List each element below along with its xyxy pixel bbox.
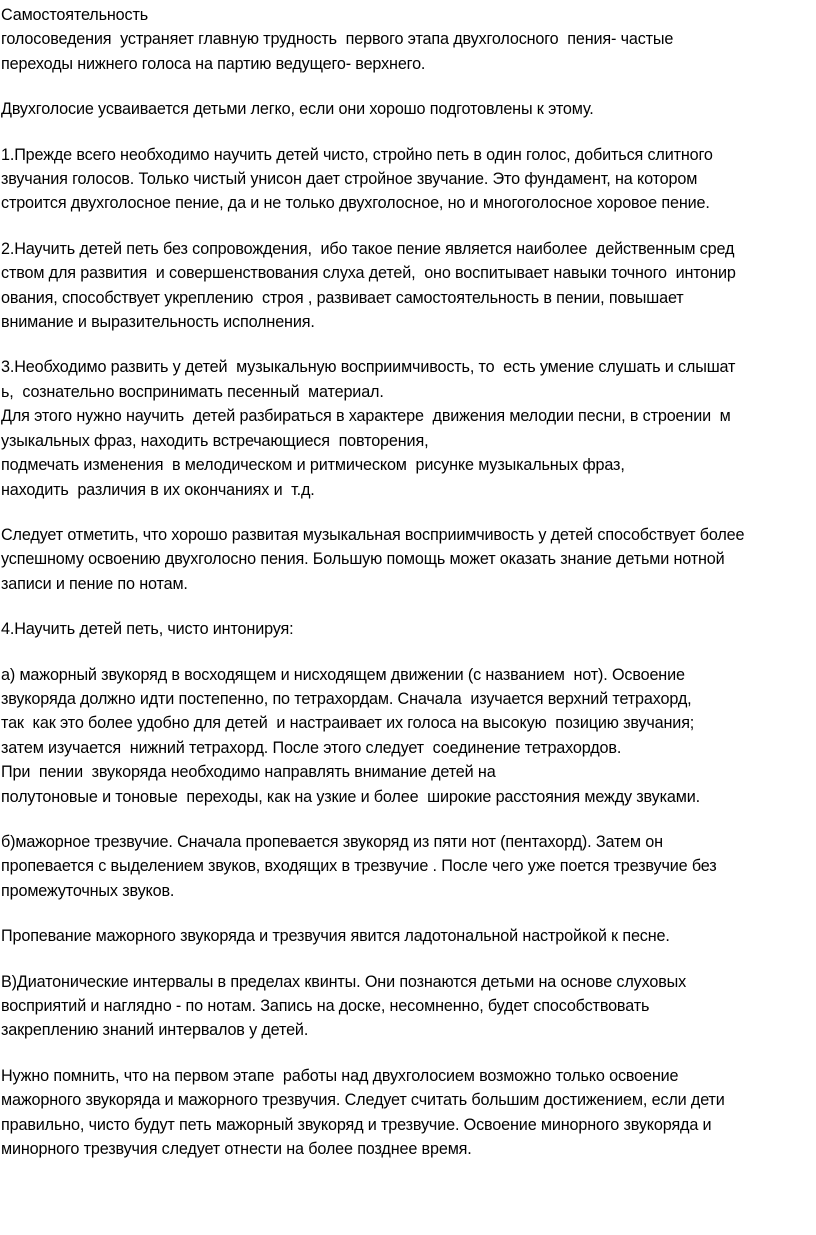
text-line: находить различия в их окончаниях и т.д. [1, 480, 315, 499]
text-line: внимание и выразительность исполнения. [1, 313, 315, 332]
text-line: звукоряда должно идти постепенно, по тетрахордам. Сначала изучается верхний тетрахорд, [1, 689, 692, 708]
text-line: строится двухголосное пение, да и не только двухголосное, но и многоголосное хоровое пение. [1, 194, 710, 213]
text-line: переходы нижнего голоса на партию ведущего- верхнего. [1, 54, 426, 73]
text-line: так как это более удобно для детей и настраивает их голоса на высокую позицию звучания; [1, 714, 695, 733]
text-line: узыкальных фраз, находить встречающиеся повторения, [1, 431, 429, 450]
text-line: правильно, чисто будут петь мажорный звукоряд и трезвучие. Освоение минорного звукоряда и [1, 1115, 712, 1134]
paragraph-two-voice [1, 97, 812, 121]
paragraph-conclusion [1, 1064, 812, 1162]
paragraph-point-1 [1, 143, 812, 216]
text-line: успешному освоению двухголосно пения. Большую помощь может оказать знание детьми нотной [1, 550, 725, 569]
text-line: закреплению знаний интервалов у детей. [1, 1021, 309, 1040]
text-line: 4.Научить детей петь, чисто интонируя: [1, 620, 294, 639]
text-line: а) мажорный звукоряд в восходящем и нисходящем движении (с названием нот). Освоение [1, 665, 685, 684]
text-line: При пении звукоряда необходимо направлять внимание детей на [1, 763, 496, 782]
text-line: Для этого нужно научить детей разбираться в характере движения мелодии песни, в строении м [1, 407, 731, 426]
paragraph-point-4b [1, 830, 812, 903]
text-line: полутоновые и тоновые переходы, как на узкие и более широкие расстояния между звуками. [1, 787, 700, 806]
text-line: 1.Прежде всего необходимо научить детей чисто, стройно петь в один голос, добиться слитного [1, 145, 713, 164]
paragraph-tuning [1, 924, 812, 948]
text-line: Двухголосие усваивается детьми легко, если они хорошо подготовлены к этому. [1, 100, 594, 119]
text-line: Следует отметить, что хорошо развитая музыкальная восприимчивость у детей способствует более [1, 525, 745, 544]
text-line: голосоведения устраняет главную трудность первого этапа двухголосного пения- частые [1, 30, 674, 49]
text-line: В)Диатонические интервалы в пределах квинты. Они познаются детьми на основе слуховых [1, 972, 687, 991]
text-line: мажорного звукоряда и мажорного трезвучия. Следует считать большим достижением, если дети [1, 1091, 725, 1110]
paragraph-point-4 [1, 617, 812, 641]
text-line: Пропевание мажорного звукоряда и трезвучия явится ладотональной настройкой к песне. [1, 927, 670, 946]
text-line: ством для развития и совершенствования слуха детей, оно воспитывает навыки точного интонир [1, 264, 736, 283]
paragraph-point-4a [1, 663, 812, 809]
text-line: промежуточных звуков. [1, 881, 175, 900]
paragraph-perception [1, 523, 812, 596]
paragraph-intro [1, 3, 812, 76]
text-line: подмечать изменения в мелодическом и ритмическом рисунке музыкальных фраз, [1, 456, 625, 475]
text-line: 3.Необходимо развить у детей музыкальную восприимчивость, то есть умение слушать и слышат [1, 358, 736, 377]
text-line: восприятий и наглядно - по нотам. Запись на доске, несомненно, будет способствовать [1, 997, 650, 1015]
text-line: минорного трезвучия следует отнести на более позднее время. [1, 1140, 472, 1159]
text-line: 2.Научить детей петь без сопровождения, ибо такое пение является наиболее действенным сред [1, 239, 735, 258]
text-line: Нужно помнить, что на первом этапе работы над двухголосием возможно только освоение [1, 1066, 679, 1085]
paragraph-point-2 [1, 237, 812, 335]
text-line: затем изучается нижний тетрахорд. После этого следует соединение тетрахордов. [1, 738, 622, 757]
text-line: пропевается с выделением звуков, входящих в трезвучие . После чего уже поется трезвучие без [1, 857, 717, 876]
paragraph-point-3 [1, 355, 812, 501]
text-line: звучания голосов. Только чистый унисон дает стройное звучание. Это фундамент, на котором [1, 170, 698, 189]
text-line: записи и пение по нотам. [1, 574, 188, 593]
paragraph-point-4v [1, 970, 812, 1043]
text-line: ь, сознательно воспринимать песенный материал. [1, 382, 384, 401]
text-line: ования, способствует укреплению строя , развивает самостоятельность в пении, повышает [1, 288, 684, 307]
text-line: Самостоятельность [1, 6, 149, 24]
text-line: б)мажорное трезвучие. Сначала пропевается звукоряд из пяти нот (пентахорд). Затем он [1, 832, 663, 851]
